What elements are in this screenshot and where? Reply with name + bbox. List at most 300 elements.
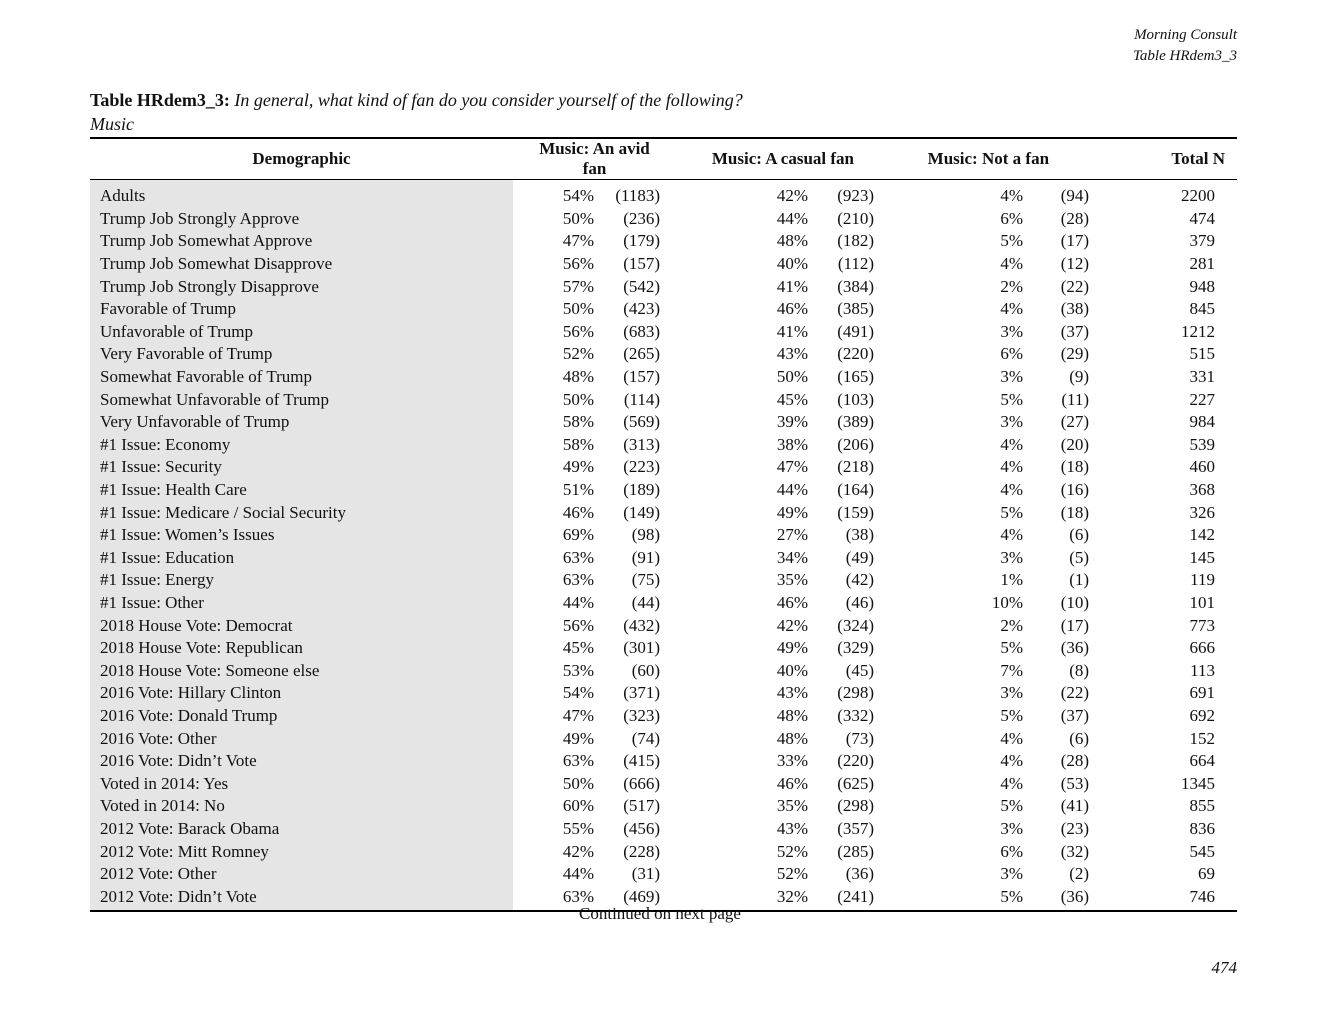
casual-count: (206) (837, 434, 875, 454)
casual-count: (112) (837, 254, 875, 274)
notfan-pct: 5% (1000, 389, 1024, 409)
casual-pct: 46% (776, 299, 809, 319)
total-n: 664 (1189, 751, 1216, 771)
notfan-pct: 5% (1000, 502, 1024, 522)
row-label: #1 Issue: Energy (90, 569, 513, 592)
notfan-count: (2) (1069, 864, 1090, 884)
avid-count: (1183) (615, 186, 661, 206)
total-n: 152 (1189, 728, 1216, 748)
table-row (90, 388, 1237, 411)
table-body (90, 180, 1237, 912)
avid-count: (432) (623, 615, 661, 635)
col-header-avid: Music: An avid fan (529, 138, 660, 180)
total-n: 746 (1089, 885, 1237, 911)
notfan-count: (17) (1060, 615, 1090, 635)
total-n: 69 (1198, 864, 1216, 884)
avid-pct: 46% (562, 502, 594, 522)
row-label: 2018 House Vote: Democrat (90, 614, 513, 637)
table-row (90, 750, 1237, 773)
casual-count: (298) (837, 796, 875, 816)
notfan-pct: 4% (1000, 434, 1024, 454)
crosstab-table (90, 137, 1237, 912)
continued-note: Continued on next page (579, 904, 741, 923)
total-n: 326 (1189, 502, 1216, 522)
total-n: 142 (1189, 525, 1216, 545)
row-label: Favorable of Trump (90, 298, 513, 321)
row-label: Trump Job Strongly Disapprove (90, 275, 513, 298)
avid-count: (157) (623, 367, 661, 387)
casual-count: (332) (837, 705, 875, 725)
avid-pct: 63% (562, 547, 594, 567)
avid-count: (683) (623, 321, 661, 341)
notfan-pct: 5% (1000, 796, 1024, 816)
notfan-count: (6) (1069, 525, 1090, 545)
casual-pct: 48% (776, 231, 809, 251)
table-row (90, 501, 1237, 524)
total-n: 666 (1189, 638, 1216, 658)
notfan-pct: 2% (1000, 615, 1024, 635)
row-label: Very Favorable of Trump (90, 343, 513, 366)
avid-count: (569) (623, 412, 661, 432)
avid-count: (265) (623, 344, 661, 364)
casual-count: (923) (837, 186, 875, 206)
notfan-pct: 3% (1000, 547, 1024, 567)
avid-count: (60) (631, 660, 661, 680)
avid-pct: 42% (562, 841, 594, 861)
total-n: 836 (1189, 818, 1216, 838)
table-row (90, 456, 1237, 479)
row-label: #1 Issue: Other (90, 592, 513, 615)
notfan-pct: 1% (1000, 570, 1024, 590)
table-row (90, 614, 1237, 637)
total-n: 145 (1189, 547, 1216, 567)
row-label: 2018 House Vote: Republican (90, 637, 513, 660)
row-label: #1 Issue: Economy (90, 434, 513, 457)
casual-count: (220) (837, 344, 875, 364)
col-header-demographic: Demographic (90, 138, 513, 180)
notfan-pct: 3% (1000, 864, 1024, 884)
casual-count: (210) (837, 208, 875, 228)
total-n: 539 (1189, 434, 1216, 454)
casual-count: (103) (837, 389, 875, 409)
notfan-pct: 4% (1000, 773, 1024, 793)
total-n: 331 (1189, 367, 1216, 387)
notfan-pct: 4% (1000, 480, 1024, 500)
casual-pct: 32% (660, 885, 808, 911)
avid-pct: 50% (562, 389, 594, 409)
casual-count: (45) (845, 660, 875, 680)
avid-pct: 55% (562, 818, 594, 838)
row-label: 2016 Vote: Hillary Clinton (90, 682, 513, 705)
row-label: #1 Issue: Health Care (90, 479, 513, 502)
avid-pct: 63% (529, 885, 594, 911)
notfan-pct: 6% (1000, 344, 1024, 364)
notfan-count: (5) (1069, 547, 1090, 567)
notfan-pct: 4% (1000, 728, 1024, 748)
notfan-count: (1) (1069, 570, 1090, 590)
notfan-pct: 5% (874, 885, 1023, 911)
avid-count: (371) (623, 683, 661, 703)
row-label: Voted in 2014: Yes (90, 772, 513, 795)
notfan-pct: 3% (1000, 321, 1024, 341)
notfan-pct: 5% (1000, 231, 1024, 251)
row-label: 2018 House Vote: Someone else (90, 659, 513, 682)
table-row (90, 321, 1237, 344)
avid-pct: 50% (562, 208, 594, 228)
notfan-pct: 4% (1000, 254, 1024, 274)
row-label: Very Unfavorable of Trump (90, 411, 513, 434)
table-row (90, 547, 1237, 570)
table-row (90, 682, 1237, 705)
casual-count: (36) (845, 864, 875, 884)
casual-pct: 48% (776, 728, 809, 748)
avid-pct: 49% (562, 457, 594, 477)
notfan-count: (36) (1023, 885, 1089, 911)
avid-pct: 54% (562, 186, 594, 206)
total-n: 474 (1189, 208, 1216, 228)
row-label: Adults (90, 185, 513, 208)
casual-pct: 46% (776, 773, 809, 793)
avid-pct: 50% (562, 773, 594, 793)
notfan-pct: 4% (1000, 751, 1024, 771)
notfan-count: (36) (1060, 638, 1090, 658)
table-row (90, 637, 1237, 660)
avid-count: (236) (623, 208, 661, 228)
casual-count: (42) (845, 570, 875, 590)
avid-count: (98) (631, 525, 661, 545)
row-label: Trump Job Somewhat Disapprove (90, 253, 513, 276)
notfan-pct: 2% (1000, 276, 1024, 296)
casual-count: (385) (837, 299, 875, 319)
table-row (90, 275, 1237, 298)
table-row (90, 185, 1237, 208)
total-n: 545 (1189, 841, 1216, 861)
table-row (90, 659, 1237, 682)
notfan-pct: 4% (1000, 457, 1024, 477)
casual-pct: 42% (776, 186, 809, 206)
row-label: Trump Job Somewhat Approve (90, 230, 513, 253)
casual-pct: 40% (776, 254, 809, 274)
table-row (90, 795, 1237, 818)
table-row (90, 840, 1237, 863)
notfan-pct: 3% (1000, 367, 1024, 387)
avid-count: (44) (631, 592, 661, 612)
total-n: 227 (1189, 389, 1216, 409)
notfan-count: (28) (1060, 751, 1090, 771)
total-n: 460 (1189, 457, 1216, 477)
casual-count: (285) (837, 841, 875, 861)
avid-pct: 47% (562, 705, 594, 725)
table-label: Table HRdem3_3: (90, 90, 230, 110)
header-source: Morning Consult (1134, 27, 1237, 43)
col-header-notfan: Music: Not a fan (874, 138, 1089, 180)
avid-count: (75) (631, 570, 661, 590)
casual-pct: 41% (776, 321, 809, 341)
notfan-count: (22) (1060, 276, 1090, 296)
running-header (1133, 25, 1237, 67)
notfan-pct: 5% (1000, 705, 1024, 725)
page-number: 474 (1211, 958, 1237, 977)
total-n: 2200 (1181, 186, 1216, 206)
table-row (90, 705, 1237, 728)
table-row (90, 524, 1237, 547)
notfan-pct: 4% (1000, 186, 1024, 206)
casual-pct: 48% (776, 705, 809, 725)
row-label: 2012 Vote: Didn’t Vote (90, 885, 513, 911)
casual-count: (625) (837, 773, 875, 793)
avid-pct: 57% (562, 276, 594, 296)
casual-count: (384) (837, 276, 875, 296)
total-n: 113 (1190, 660, 1216, 680)
row-label: 2016 Vote: Other (90, 727, 513, 750)
total-n: 368 (1189, 480, 1216, 500)
avid-count: (423) (623, 299, 661, 319)
avid-count: (313) (623, 434, 661, 454)
notfan-pct: 4% (1000, 525, 1024, 545)
avid-count: (666) (623, 773, 661, 793)
notfan-pct: 3% (1000, 412, 1024, 432)
table-subtitle: Music (90, 114, 134, 134)
avid-count: (223) (623, 457, 661, 477)
notfan-pct: 3% (1000, 683, 1024, 703)
casual-count: (182) (837, 231, 875, 251)
avid-pct: 56% (562, 615, 594, 635)
total-n: 101 (1189, 592, 1216, 612)
notfan-count: (9) (1069, 367, 1090, 387)
table-row (90, 411, 1237, 434)
casual-pct: 39% (776, 412, 809, 432)
total-n: 1345 (1181, 773, 1216, 793)
casual-pct: 42% (776, 615, 809, 635)
notfan-count: (37) (1060, 705, 1090, 725)
avid-pct: 56% (562, 254, 594, 274)
table-row (90, 727, 1237, 750)
avid-count: (179) (623, 231, 661, 251)
table-title (90, 88, 743, 136)
casual-pct: 46% (776, 592, 809, 612)
casual-count: (389) (837, 412, 875, 432)
avid-count: (542) (623, 276, 661, 296)
notfan-count: (29) (1060, 344, 1090, 364)
notfan-count: (20) (1060, 434, 1090, 454)
avid-pct: 44% (562, 592, 594, 612)
table-row (90, 569, 1237, 592)
casual-count: (49) (845, 547, 875, 567)
casual-count: (220) (837, 751, 875, 771)
avid-pct: 44% (562, 864, 594, 884)
table-row (90, 592, 1237, 615)
notfan-count: (27) (1060, 412, 1090, 432)
avid-count: (323) (623, 705, 661, 725)
avid-pct: 52% (562, 344, 594, 364)
avid-pct: 50% (562, 299, 594, 319)
avid-pct: 58% (562, 434, 594, 454)
casual-count: (324) (837, 615, 875, 635)
crosstab-table-wrap (90, 137, 1237, 912)
notfan-count: (28) (1060, 208, 1090, 228)
notfan-count: (22) (1060, 683, 1090, 703)
row-label: Voted in 2014: No (90, 795, 513, 818)
total-n: 281 (1189, 254, 1216, 274)
total-n: 691 (1189, 683, 1216, 703)
table-row (90, 298, 1237, 321)
notfan-count: (94) (1060, 186, 1090, 206)
casual-count: (164) (837, 480, 875, 500)
notfan-count: (23) (1060, 818, 1090, 838)
avid-pct: 63% (562, 570, 594, 590)
total-n: 379 (1189, 231, 1216, 251)
avid-count: (149) (623, 502, 661, 522)
col-header-casual: Music: A casual fan (660, 138, 874, 180)
casual-count: (165) (837, 367, 875, 387)
total-n: 948 (1189, 276, 1216, 296)
casual-count: (159) (837, 502, 875, 522)
casual-count: (46) (845, 592, 875, 612)
casual-pct: 27% (776, 525, 809, 545)
notfan-pct: 10% (991, 592, 1024, 612)
avid-count: (114) (623, 389, 661, 409)
total-n: 773 (1189, 615, 1216, 635)
row-label: Unfavorable of Trump (90, 321, 513, 344)
avid-count: (157) (623, 254, 661, 274)
avid-count: (469) (594, 885, 660, 911)
notfan-count: (32) (1060, 841, 1090, 861)
casual-pct: 50% (776, 367, 809, 387)
total-n: 984 (1189, 412, 1216, 432)
row-label: 2016 Vote: Didn’t Vote (90, 750, 513, 773)
total-n: 119 (1190, 570, 1216, 590)
table-row (90, 818, 1237, 841)
col-header-total: Total N (1089, 138, 1237, 180)
avid-pct: 49% (562, 728, 594, 748)
row-label: #1 Issue: Women’s Issues (90, 524, 513, 547)
table-row (90, 479, 1237, 502)
row-label: Somewhat Unfavorable of Trump (90, 388, 513, 411)
casual-pct: 35% (776, 796, 809, 816)
notfan-count: (18) (1060, 502, 1090, 522)
casual-pct: 49% (776, 638, 809, 658)
casual-pct: 49% (776, 502, 809, 522)
avid-count: (228) (623, 841, 661, 861)
avid-count: (91) (631, 547, 661, 567)
avid-count: (189) (623, 480, 661, 500)
avid-count: (517) (623, 796, 661, 816)
casual-pct: 43% (776, 344, 809, 364)
header-row (90, 138, 1237, 180)
row-label: 2012 Vote: Barack Obama (90, 818, 513, 841)
table-row (90, 253, 1237, 276)
casual-pct: 44% (776, 208, 809, 228)
avid-pct: 63% (562, 751, 594, 771)
casual-count: (73) (845, 728, 875, 748)
table-row (90, 434, 1237, 457)
table-row (90, 343, 1237, 366)
row-label: #1 Issue: Education (90, 547, 513, 570)
notfan-count: (38) (1060, 299, 1090, 319)
total-n: 855 (1189, 796, 1216, 816)
avid-pct: 58% (562, 412, 594, 432)
casual-count: (357) (837, 818, 875, 838)
notfan-pct: 6% (1000, 841, 1024, 861)
table-row (90, 772, 1237, 795)
avid-count: (415) (623, 751, 661, 771)
casual-pct: 52% (776, 841, 809, 861)
casual-count: (491) (837, 321, 875, 341)
row-label: #1 Issue: Security (90, 456, 513, 479)
notfan-count: (8) (1069, 660, 1090, 680)
notfan-count: (12) (1060, 254, 1090, 274)
header-table-id: Table HRdem3_3 (1132, 48, 1237, 64)
casual-count: (241) (808, 885, 874, 911)
notfan-count: (11) (1061, 389, 1090, 409)
avid-count: (74) (631, 728, 661, 748)
avid-count: (456) (623, 818, 661, 838)
casual-pct: 41% (776, 276, 809, 296)
casual-count: (329) (837, 638, 875, 658)
notfan-count: (41) (1060, 796, 1090, 816)
notfan-count: (10) (1060, 592, 1090, 612)
notfan-count: (17) (1060, 231, 1090, 251)
notfan-count: (6) (1069, 728, 1090, 748)
notfan-pct: 4% (1000, 299, 1024, 319)
casual-pct: 33% (776, 751, 809, 771)
avid-pct: 51% (562, 480, 594, 500)
casual-count: (218) (837, 457, 875, 477)
table-row (90, 366, 1237, 389)
row-label: #1 Issue: Medicare / Social Security (90, 501, 513, 524)
row-label: 2012 Vote: Mitt Romney (90, 840, 513, 863)
row-label: Somewhat Favorable of Trump (90, 366, 513, 389)
avid-pct: 48% (562, 367, 594, 387)
casual-count: (298) (837, 683, 875, 703)
total-n: 1212 (1181, 321, 1216, 341)
table-row (90, 208, 1237, 231)
avid-count: (31) (631, 864, 661, 884)
casual-pct: 52% (776, 864, 809, 884)
notfan-count: (18) (1060, 457, 1090, 477)
casual-pct: 47% (776, 457, 809, 477)
notfan-count: (16) (1060, 480, 1090, 500)
total-n: 692 (1189, 705, 1216, 725)
casual-pct: 44% (776, 480, 809, 500)
table-row (90, 863, 1237, 886)
casual-pct: 45% (776, 389, 809, 409)
avid-pct: 47% (562, 231, 594, 251)
avid-pct: 56% (562, 321, 594, 341)
notfan-pct: 6% (1000, 208, 1024, 228)
row-label: Trump Job Strongly Approve (90, 208, 513, 231)
casual-pct: 43% (776, 683, 809, 703)
table-row (90, 230, 1237, 253)
notfan-count: (53) (1060, 773, 1090, 793)
avid-pct: 69% (562, 525, 594, 545)
row-label: 2016 Vote: Donald Trump (90, 705, 513, 728)
notfan-pct: 7% (1000, 660, 1024, 680)
casual-count: (38) (845, 525, 875, 545)
notfan-pct: 5% (1000, 638, 1024, 658)
row-label: 2012 Vote: Other (90, 863, 513, 886)
notfan-count: (37) (1060, 321, 1090, 341)
table-question: In general, what kind of fan do you consider yourself of the following? (234, 90, 743, 110)
total-n: 845 (1189, 299, 1216, 319)
casual-pct: 40% (776, 660, 809, 680)
avid-pct: 60% (562, 796, 594, 816)
casual-pct: 43% (776, 818, 809, 838)
casual-pct: 35% (776, 570, 809, 590)
total-n: 515 (1189, 344, 1216, 364)
avid-pct: 54% (562, 683, 594, 703)
avid-pct: 45% (562, 638, 594, 658)
